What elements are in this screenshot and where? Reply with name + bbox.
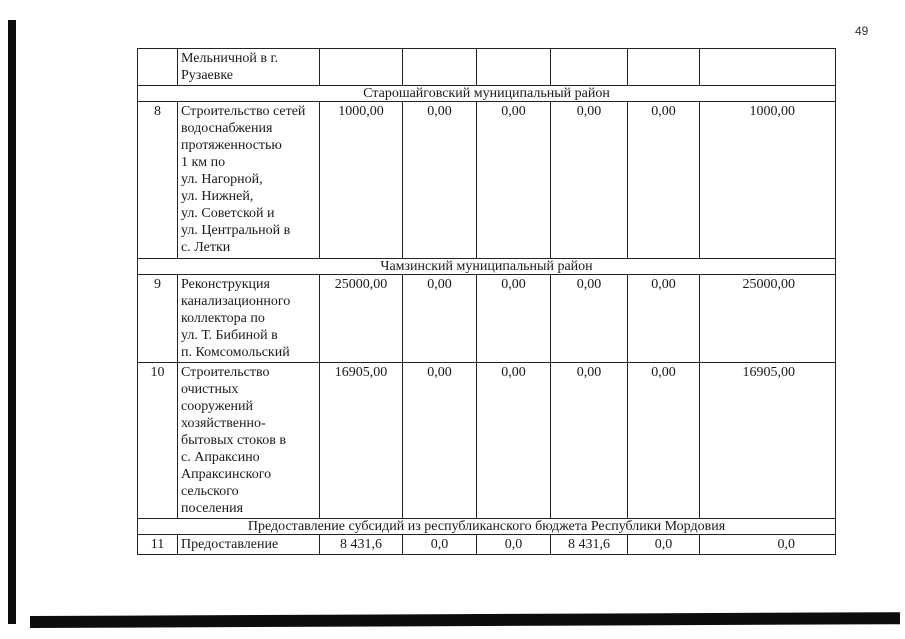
value-cell: 0,00 — [628, 363, 700, 519]
table-row — [138, 275, 836, 363]
section-header: Предоставление субсидий из республиканского бюджета Республики Мордовия — [138, 519, 836, 535]
desc-line: Предоставление — [181, 537, 279, 552]
desc-line: Реконструкция — [181, 277, 270, 292]
value-cell: 0,0 — [628, 535, 700, 555]
desc-line: ул. Т. Бибиной в — [181, 328, 278, 343]
description-cell — [178, 275, 320, 363]
row-number-cell: 11 — [138, 535, 178, 555]
desc-line: очистных — [181, 382, 239, 397]
desc-line: протяженностью — [181, 138, 282, 153]
section-header-row — [138, 259, 836, 275]
section-header: Старошайговский муниципальный район — [138, 86, 836, 102]
value-cell: 0,00 — [477, 363, 551, 519]
value-cell: 0,00 — [551, 363, 628, 519]
value-cell — [551, 49, 628, 86]
scan-border-bottom — [30, 612, 900, 628]
budget-table — [137, 48, 836, 555]
desc-line: Рузаевке — [181, 68, 234, 83]
total-cell: 16905,00 — [700, 363, 836, 519]
description-cell — [178, 102, 320, 259]
desc-line: сооружений — [181, 399, 254, 414]
desc-line: поселения — [181, 501, 244, 516]
desc-line: хозяйственно- — [181, 416, 266, 431]
section-header: Чамзинский муниципальный район — [138, 259, 836, 275]
value-cell — [700, 49, 836, 86]
value-cell: 8 431,6 — [320, 535, 403, 555]
table-row — [138, 535, 836, 555]
row-number-cell: 10 — [138, 363, 178, 519]
description-cell — [178, 49, 320, 86]
value-cell: 0,00 — [551, 275, 628, 363]
value-cell — [477, 49, 551, 86]
value-cell: 0,00 — [551, 102, 628, 259]
value-cell: 0,0 — [477, 535, 551, 555]
section-header-row — [138, 519, 836, 535]
desc-line: коллектора по — [181, 311, 265, 326]
section-header-row — [138, 86, 836, 102]
description-cell — [178, 363, 320, 519]
desc-line: канализационного — [181, 294, 291, 309]
table-row — [138, 102, 836, 259]
desc-line: ул. Советской и — [181, 206, 275, 221]
desc-line: бытовых стоков в — [181, 433, 286, 448]
desc-line: п. Комсомольский — [181, 345, 290, 360]
total-cell: 0,0 — [700, 535, 836, 555]
value-cell: 0,0 — [403, 535, 477, 555]
value-cell: 1000,00 — [320, 102, 403, 259]
value-cell: 0,00 — [403, 363, 477, 519]
desc-line: с. Апраксино — [181, 450, 260, 465]
desc-line: ул. Нижней, — [181, 189, 254, 204]
value-cell — [628, 49, 700, 86]
value-cell: 0,00 — [403, 102, 477, 259]
value-cell: 25000,00 — [320, 275, 403, 363]
table-row — [138, 49, 836, 86]
desc-line: Строительство — [181, 365, 270, 380]
value-cell — [403, 49, 477, 86]
desc-line: Апраксинского — [181, 467, 272, 482]
value-cell — [320, 49, 403, 86]
value-cell: 16905,00 — [320, 363, 403, 519]
value-cell: 0,00 — [477, 102, 551, 259]
value-cell: 0,00 — [628, 102, 700, 259]
row-number-cell — [138, 49, 178, 86]
value-cell: 0,00 — [477, 275, 551, 363]
description-cell — [178, 535, 320, 555]
desc-line: сельского — [181, 484, 239, 499]
total-cell: 25000,00 — [700, 275, 836, 363]
page-number: 49 — [855, 24, 869, 38]
scan-border-left — [8, 20, 16, 624]
desc-line: с. Летки — [181, 240, 231, 255]
desc-text: Мельничной в г. — [181, 51, 279, 66]
desc-line: Строительство сетей — [181, 104, 306, 119]
desc-line: водоснабжения — [181, 121, 273, 136]
value-cell: 0,00 — [628, 275, 700, 363]
value-cell: 0,00 — [403, 275, 477, 363]
value-cell: 8 431,6 — [551, 535, 628, 555]
row-number-cell: 8 — [138, 102, 178, 259]
desc-line — [181, 50, 314, 67]
table-row — [138, 363, 836, 519]
row-number-cell: 9 — [138, 275, 178, 363]
desc-line: ул. Нагорной, — [181, 172, 263, 187]
total-cell: 1000,00 — [700, 102, 836, 259]
desc-line: 1 км по — [181, 155, 226, 170]
desc-line: ул. Центральной в — [181, 223, 291, 238]
